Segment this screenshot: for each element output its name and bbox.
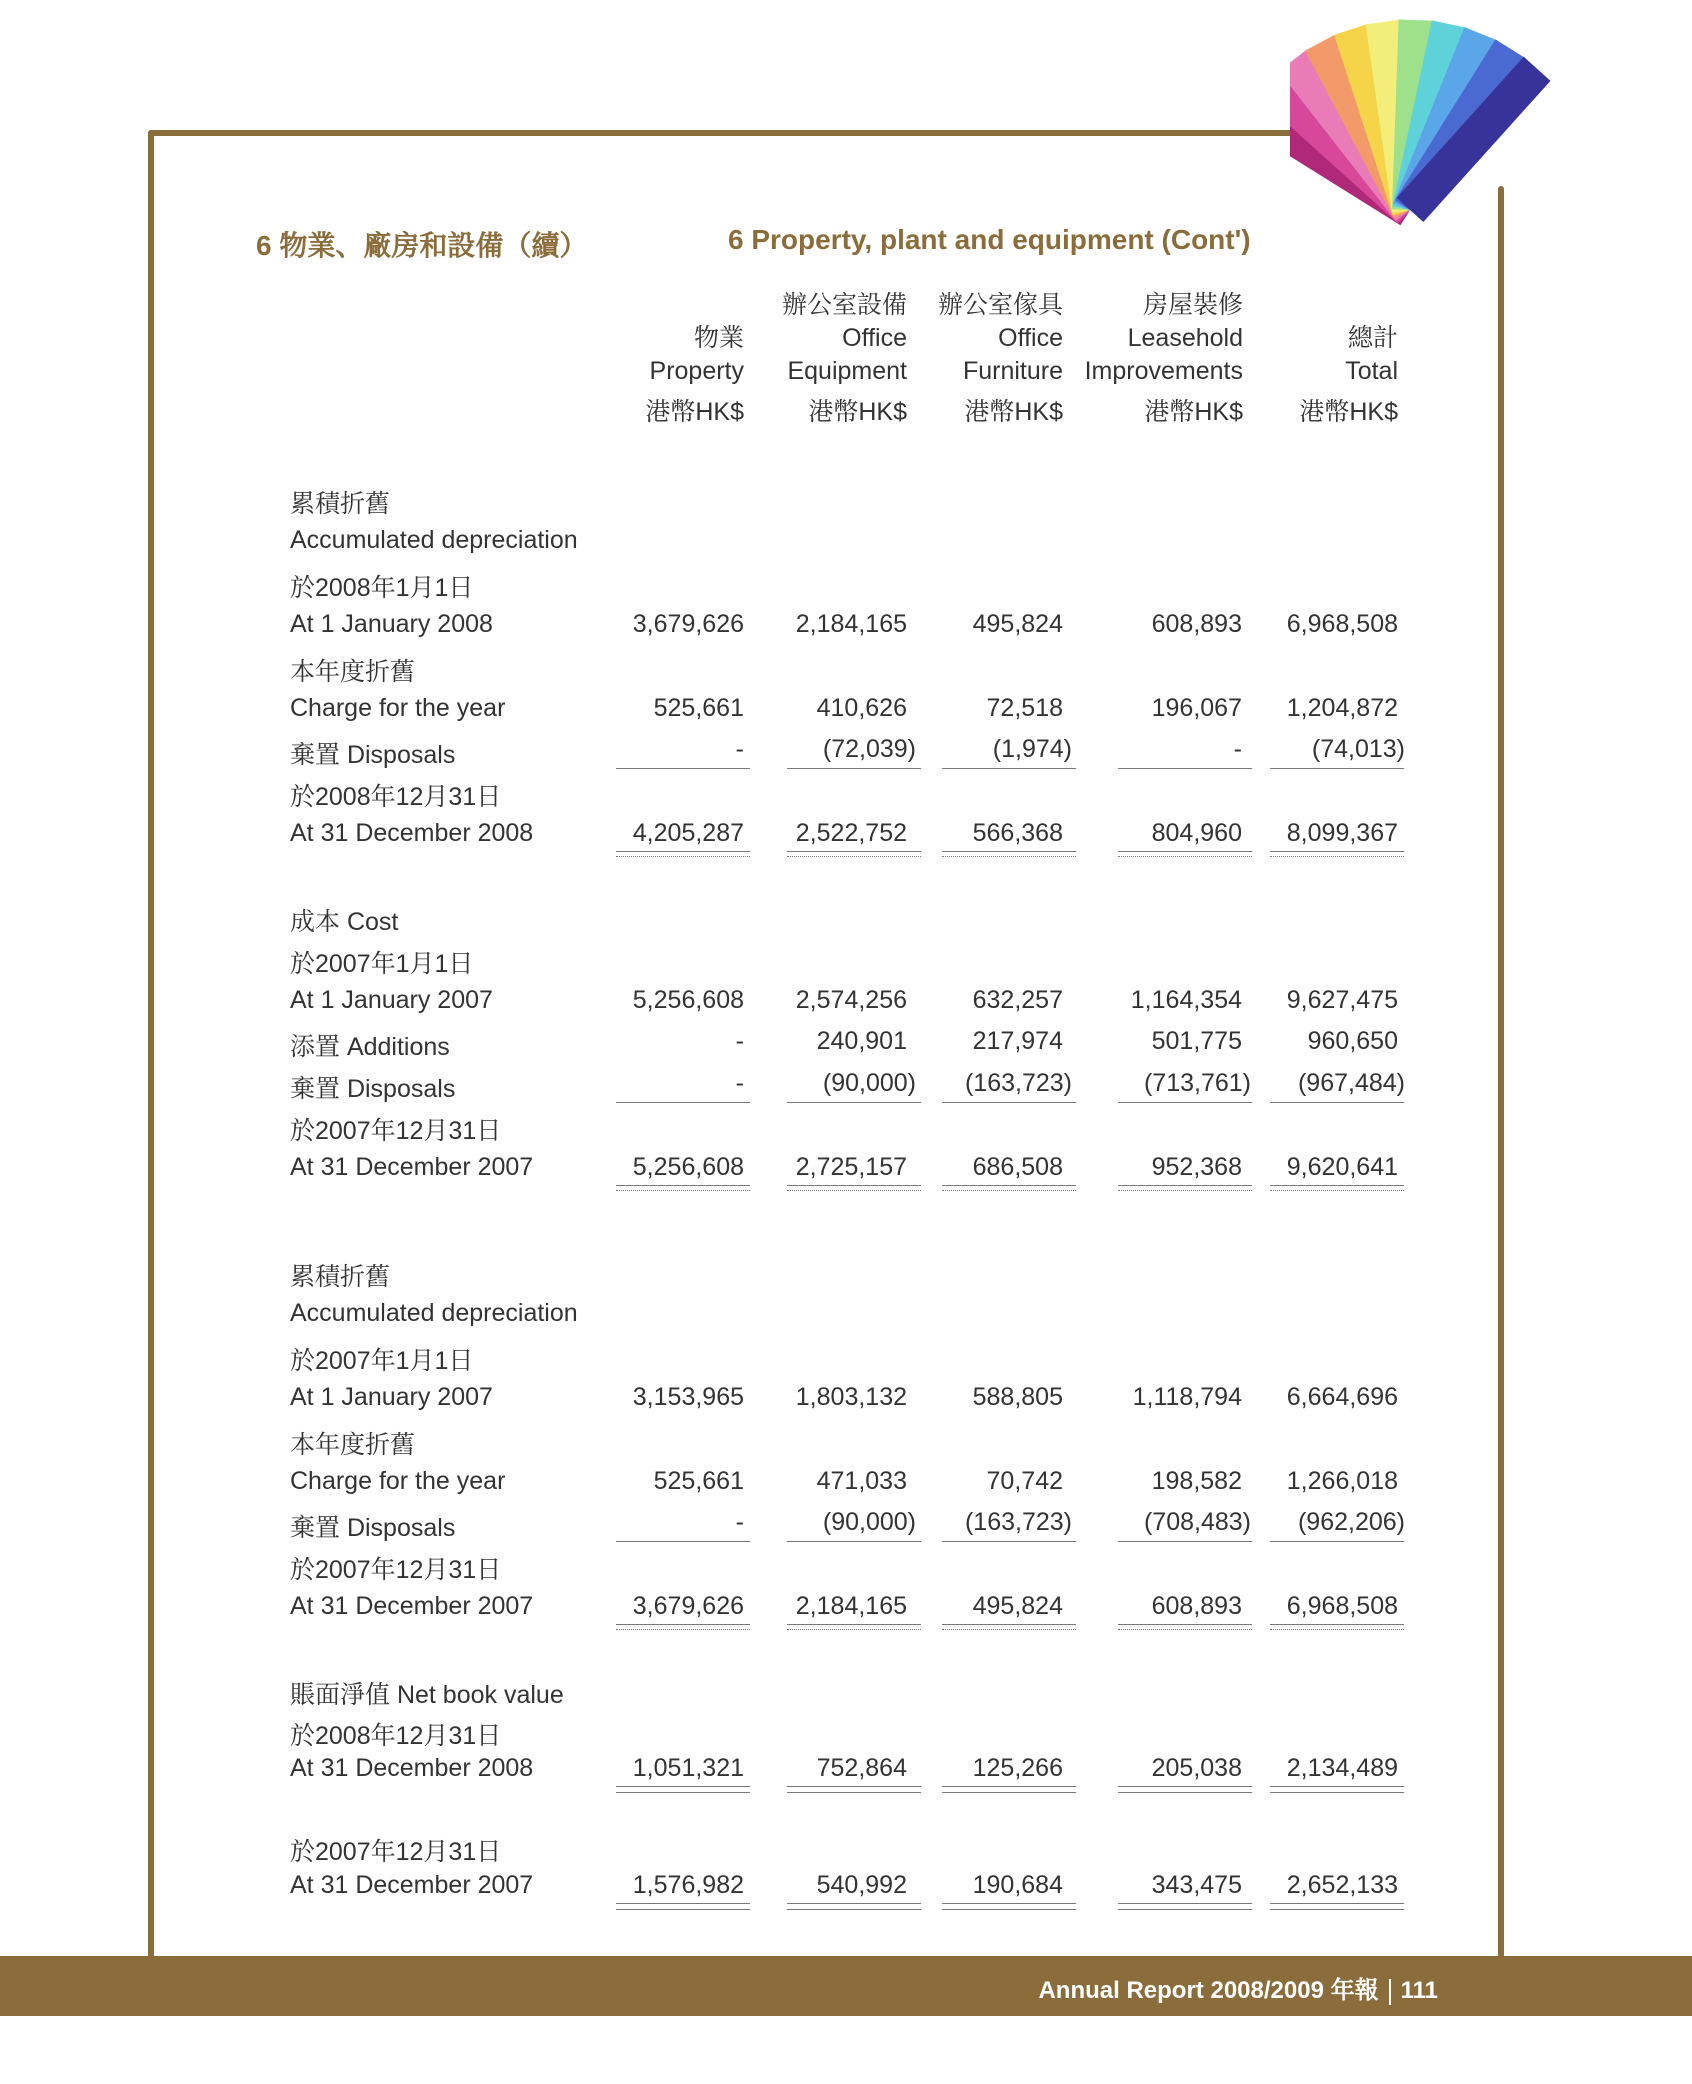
total-double-rule: [616, 856, 750, 857]
total-double-rule: [787, 856, 921, 857]
subtotal-rule: [1118, 1541, 1252, 1542]
total-rule: [942, 1624, 1076, 1625]
table-cell: 495,824: [972, 1592, 1063, 1620]
table-cell: (962,206): [1297, 1508, 1405, 1536]
table-cell: 8,099,367: [1286, 819, 1398, 847]
subtotal-rule: [942, 1541, 1076, 1542]
total-double-rule: [1118, 856, 1252, 857]
section-title-en: 6 Property, plant and equipment (Cont'): [728, 224, 1251, 255]
table-cell: 410,626: [816, 694, 907, 722]
table-cell: 1,051,321: [632, 1754, 744, 1782]
total-double-rule: [616, 1792, 750, 1793]
total-rule: [1118, 1786, 1252, 1787]
table-cell: -: [735, 1069, 744, 1097]
total-rule: [787, 1786, 921, 1787]
table-cell: (713,761): [1143, 1069, 1251, 1097]
total-rule: [942, 1786, 1076, 1787]
subtotal-rule: [942, 1102, 1076, 1103]
table-cell: 495,824: [972, 610, 1063, 638]
total-double-rule: [1270, 1629, 1404, 1630]
table-cell: 196,067: [1151, 694, 1242, 722]
table-cell: (72,039): [822, 735, 916, 763]
table-cell: 566,368: [972, 819, 1063, 847]
table-cell: 3,679,626: [632, 1592, 744, 1620]
subtotal-rule: [1270, 1102, 1404, 1103]
table-cell: 525,661: [653, 1467, 744, 1495]
table-cell: 2,522,752: [795, 819, 907, 847]
table-cell: 2,134,489: [1286, 1754, 1398, 1782]
table-cell: 198,582: [1151, 1467, 1242, 1495]
table-cell: (74,013): [1311, 735, 1405, 763]
subtotal-rule: [1270, 1541, 1404, 1542]
table-cell: 9,620,641: [1286, 1153, 1398, 1181]
table-cell: 2,184,165: [795, 610, 907, 638]
label-disposals: 棄置 Disposals: [290, 1514, 456, 1542]
total-rule: [1270, 1903, 1404, 1904]
total-rule: [1270, 851, 1404, 852]
total-double-rule: [787, 1909, 921, 1910]
total-rule: [1270, 1185, 1404, 1186]
table-cell: (708,483): [1143, 1508, 1251, 1536]
label-date-zh: 於2007年1月1日: [290, 1347, 474, 1375]
table-cell: 70,742: [986, 1467, 1063, 1495]
table-cell: 3,679,626: [632, 610, 744, 638]
subtotal-rule: [942, 768, 1076, 769]
label-accumulated-depreciation-zh: 累積折舊: [290, 1263, 391, 1291]
total-rule: [1270, 1624, 1404, 1625]
total-double-rule: [942, 1190, 1076, 1191]
label-charge-en: Charge for the year: [290, 1467, 506, 1495]
table-cell: 125,266: [972, 1754, 1063, 1782]
label-date-zh: 於2007年12月31日: [290, 1556, 502, 1584]
table-cell: 4,205,287: [632, 819, 744, 847]
color-swatch-fan-image: [1290, 10, 1590, 230]
total-double-rule: [942, 1629, 1076, 1630]
footer: [1038, 1970, 1438, 2005]
frame-top: [148, 130, 1298, 136]
label-date-zh: 於2008年1月1日: [290, 574, 474, 602]
table-cell: 2,652,133: [1286, 1871, 1398, 1899]
column-header-office-equipment: 辦公室設備 Office Equipment 港幣HK$: [781, 291, 907, 426]
total-rule: [787, 851, 921, 852]
table-cell: 540,992: [816, 1871, 907, 1899]
table-cell: 240,901: [816, 1027, 907, 1055]
total-rule: [1118, 851, 1252, 852]
table-cell: 6,968,508: [1286, 610, 1398, 638]
label-additions: 添置 Additions: [290, 1033, 450, 1061]
total-double-rule: [1118, 1909, 1252, 1910]
subtotal-rule: [1118, 1102, 1252, 1103]
total-double-rule: [942, 856, 1076, 857]
total-rule: [787, 1185, 921, 1186]
table-cell: (163,723): [964, 1508, 1072, 1536]
total-double-rule: [942, 1792, 1076, 1793]
table-cell: 205,038: [1151, 1754, 1242, 1782]
table-cell: -: [735, 1508, 744, 1536]
label-charge-en: Charge for the year: [290, 694, 506, 722]
frame-left: [148, 130, 154, 1960]
table-cell: 343,475: [1151, 1871, 1242, 1899]
subtotal-rule: [787, 1541, 921, 1542]
table-cell: 2,184,165: [795, 1592, 907, 1620]
table-cell: 752,864: [816, 1754, 907, 1782]
subtotal-rule: [1270, 768, 1404, 769]
total-double-rule: [1118, 1629, 1252, 1630]
table-cell: 501,775: [1151, 1027, 1242, 1055]
table-cell: 608,893: [1151, 610, 1242, 638]
total-double-rule: [942, 1909, 1076, 1910]
frame-right: [1498, 186, 1504, 1960]
footer-separator: [1389, 1979, 1391, 2005]
table-cell: 1,266,018: [1286, 1467, 1398, 1495]
total-double-rule: [1118, 1792, 1252, 1793]
table-cell: 2,725,157: [795, 1153, 907, 1181]
table-cell: 1,576,982: [632, 1871, 744, 1899]
subtotal-rule: [616, 1102, 750, 1103]
label-date-zh: 於2007年12月31日: [290, 1117, 502, 1145]
table-cell: -: [1233, 735, 1242, 763]
total-rule: [616, 1903, 750, 1904]
total-double-rule: [1118, 1190, 1252, 1191]
total-double-rule: [1270, 1909, 1404, 1910]
subtotal-rule: [1118, 768, 1252, 769]
table-cell: 5,256,608: [632, 1153, 744, 1181]
total-double-rule: [616, 1629, 750, 1630]
table-cell: 2,574,256: [795, 986, 907, 1014]
table-cell: 190,684: [972, 1871, 1063, 1899]
total-rule: [1118, 1624, 1252, 1625]
total-rule: [787, 1624, 921, 1625]
table-cell: (967,484): [1297, 1069, 1405, 1097]
table-cell: (90,000): [822, 1069, 916, 1097]
column-header-property: 物業 Property 港幣HK$: [645, 324, 744, 426]
label-net-book-value: 賬面淨值 Net book value: [290, 1681, 564, 1709]
label-accumulated-depreciation-zh: 累積折舊: [290, 490, 391, 518]
table-cell: 804,960: [1151, 819, 1242, 847]
table-cell: 6,664,696: [1286, 1383, 1398, 1411]
total-rule: [616, 1624, 750, 1625]
footer-report-title: Annual Report 2008/2009 年報: [1038, 1977, 1379, 2004]
label-charge-zh: 本年度折舊: [290, 1431, 416, 1459]
table-cell: 1,164,354: [1130, 986, 1242, 1014]
total-double-rule: [1270, 1190, 1404, 1191]
table-cell: 5,256,608: [632, 986, 744, 1014]
total-rule: [942, 1185, 1076, 1186]
total-rule: [1118, 1903, 1252, 1904]
label-date-zh: 於2007年12月31日: [290, 1838, 502, 1866]
label-charge-zh: 本年度折舊: [290, 658, 416, 686]
label-accumulated-depreciation-en: Accumulated depreciation: [290, 526, 578, 554]
section-title-zh: 6 物業、廠房和設備（續）: [256, 230, 588, 261]
label-disposals: 棄置 Disposals: [290, 1075, 456, 1103]
total-rule: [1118, 1185, 1252, 1186]
total-double-rule: [616, 1909, 750, 1910]
footer-bar: [0, 1956, 1692, 2016]
table-cell: 686,508: [972, 1153, 1063, 1181]
total-rule: [942, 1903, 1076, 1904]
total-rule: [616, 1786, 750, 1787]
label-date-en: At 1 January 2007: [290, 1383, 493, 1411]
subtotal-rule: [616, 1541, 750, 1542]
table-cell: (1,974): [992, 735, 1072, 763]
table-cell: 471,033: [816, 1467, 907, 1495]
label-date-en: At 31 December 2007: [290, 1153, 534, 1181]
label-date-en: At 31 December 2007: [290, 1592, 534, 1620]
label-disposals: 棄置 Disposals: [290, 741, 456, 769]
table-cell: 72,518: [986, 694, 1063, 722]
table-cell: 525,661: [653, 694, 744, 722]
label-date-zh: 於2008年12月31日: [290, 1722, 502, 1750]
subtotal-rule: [787, 768, 921, 769]
table-cell: (163,723): [964, 1069, 1072, 1097]
label-date-zh: 於2008年12月31日: [290, 783, 502, 811]
table-cell: -: [735, 1027, 744, 1055]
total-rule: [942, 851, 1076, 852]
label-accumulated-depreciation-en: Accumulated depreciation: [290, 1299, 578, 1327]
total-double-rule: [616, 1190, 750, 1191]
total-rule: [616, 851, 750, 852]
label-date-en: At 31 December 2008: [290, 1754, 534, 1782]
label-date-en: At 1 January 2007: [290, 986, 493, 1014]
total-rule: [1270, 1786, 1404, 1787]
total-double-rule: [1270, 1792, 1404, 1793]
total-double-rule: [787, 1190, 921, 1191]
table-cell: (90,000): [822, 1508, 916, 1536]
total-double-rule: [787, 1792, 921, 1793]
table-cell: 608,893: [1151, 1592, 1242, 1620]
table-cell: 217,974: [972, 1027, 1063, 1055]
table-cell: 1,204,872: [1286, 694, 1398, 722]
label-date-zh: 於2007年1月1日: [290, 950, 474, 978]
total-double-rule: [1270, 856, 1404, 857]
column-header-total: 總計 Total 港幣HK$: [1299, 324, 1398, 426]
total-rule: [787, 1903, 921, 1904]
table-cell: 632,257: [972, 986, 1063, 1014]
table-cell: -: [735, 735, 744, 763]
page-number: 111: [1400, 1977, 1438, 2004]
table-cell: 6,968,508: [1286, 1592, 1398, 1620]
table-cell: 9,627,475: [1286, 986, 1398, 1014]
table-cell: 960,650: [1307, 1027, 1398, 1055]
total-rule: [616, 1185, 750, 1186]
table-cell: 952,368: [1151, 1153, 1242, 1181]
label-date-en: At 31 December 2007: [290, 1871, 534, 1899]
total-double-rule: [787, 1629, 921, 1630]
label-date-en: At 1 January 2008: [290, 610, 493, 638]
label-cost: 成本 Cost: [290, 908, 399, 936]
subtotal-rule: [616, 768, 750, 769]
table-cell: 1,118,794: [1132, 1383, 1242, 1411]
column-header-office-furniture: 辦公室傢具 Office Furniture 港幣HK$: [937, 291, 1063, 426]
table-cell: 3,153,965: [632, 1383, 744, 1411]
column-header-leasehold-improvements: 房屋裝修 Leasehold Improvements 港幣HK$: [1084, 291, 1243, 426]
table-cell: 588,805: [972, 1383, 1063, 1411]
label-date-en: At 31 December 2008: [290, 819, 534, 847]
subtotal-rule: [787, 1102, 921, 1103]
table-cell: 1,803,132: [795, 1383, 907, 1411]
